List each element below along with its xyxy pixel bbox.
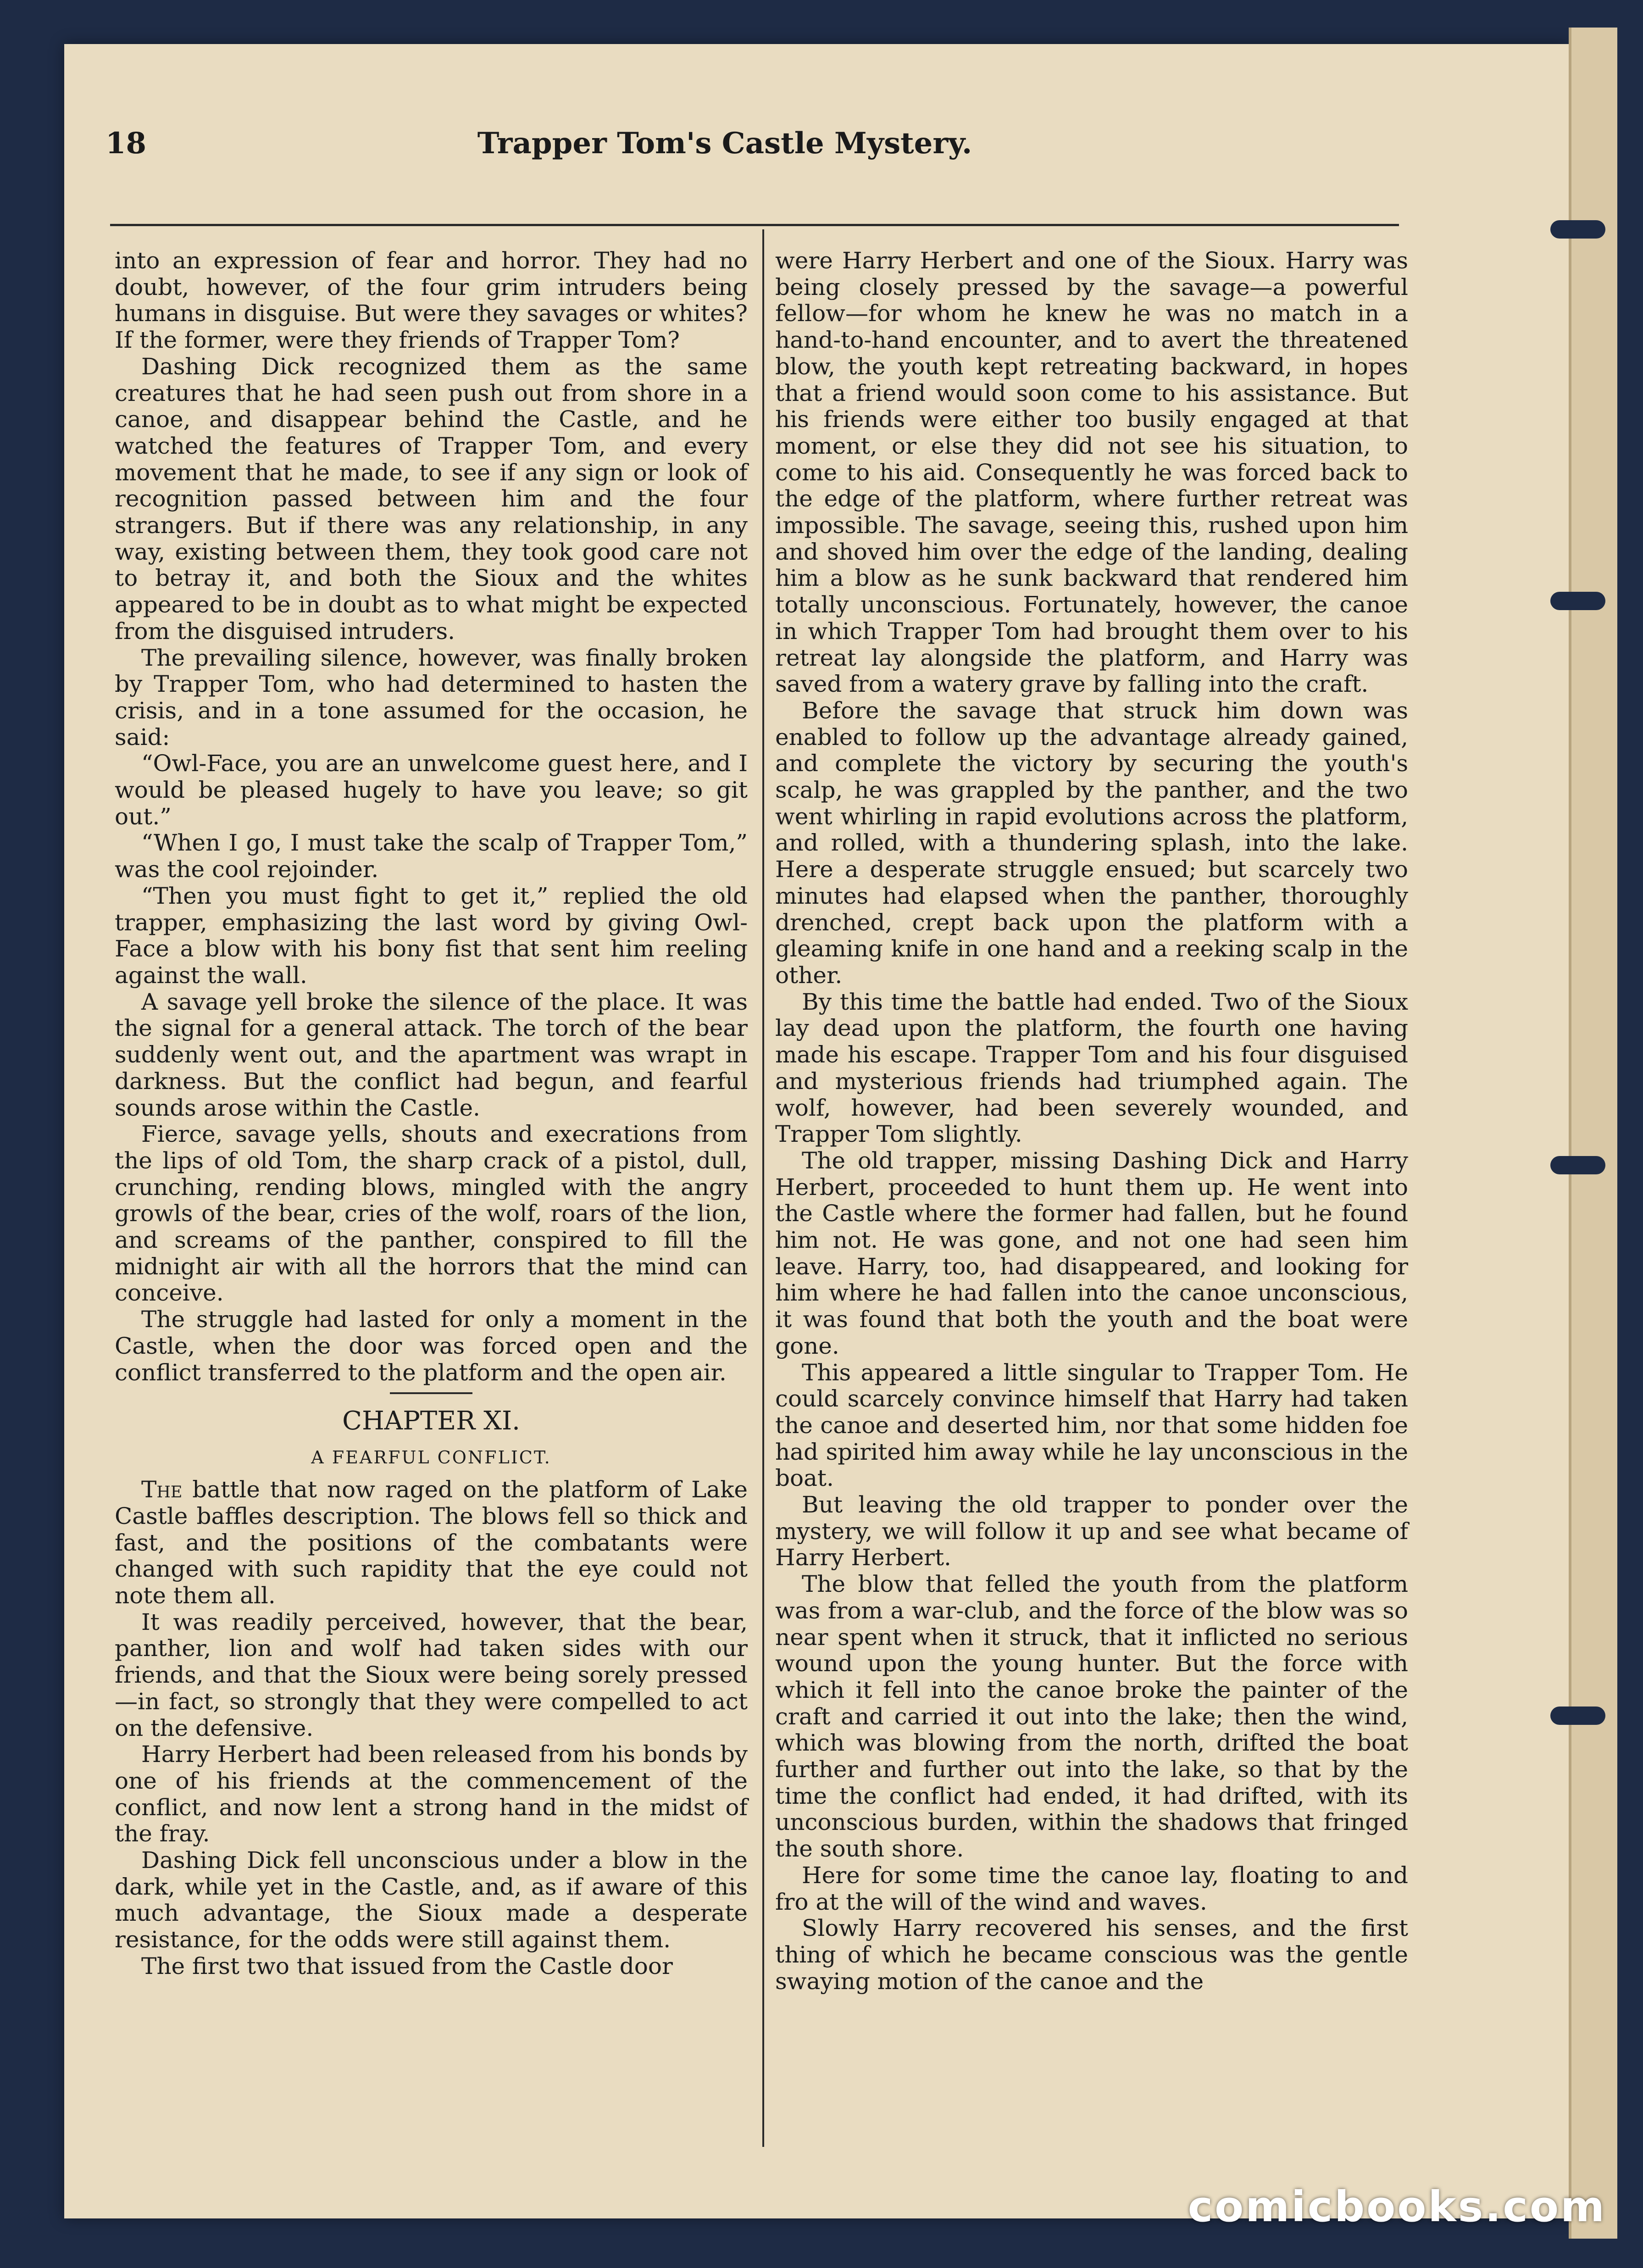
paragraph: The old trapper, missing Dashing Dick and Harry Herbert, proceeded to hunt them up. He went into the Castle where the former had fallen, but he found him not. He was gone, and not one had seen him leave. Harry, too, had disappeared, and looking for him where he had fallen into the canoe unconscious, it was found that both the youth and the boat were gone. [775,1147,1408,1359]
paragraph: A savage yell broke the silence of the place. It was the signal for a general attack. The torch of the bear suddenly went out, and the apartment was wrapt in darkness. But the conflict had begun, and fearful sounds arose within the Castle. [115,988,748,1121]
paragraph: “When I go, I must take the scalp of Trapper Tom,” was the cool rejoinder. [115,829,748,883]
binding-stitch [1550,1707,1605,1725]
paragraph: The first two that issued from the Castle door [141,1952,673,1979]
running-title: Trapper Tom's Castle Mystery. [477,126,972,161]
paragraph-text: battle that now raged on the platform of Lake Castle baffles description. The blows fell so thick and fast, and the positions of the combatants were changed with such rapidity that the eye could not note them all. [115,1476,748,1609]
column-divider [762,229,764,2147]
paragraph: into an expression of fear and horror. They had no doubt, however, of the four grim intruders being humans in disguise. But were they savages or whites? If the former, were they friends of Trapper Tom? [115,247,748,354]
chapter-lead-word: The [141,1476,183,1503]
paragraph: “Owl-Face, you are an unwelcome guest here, and I would be pleased hugely to have you leave; so git out.” [115,750,748,830]
binding-stitch [1550,1156,1605,1174]
paragraph: The blow that felled the youth from the platform was from a war-club, and the force of the blow was so near spent when it struck, that it inflicted no serious wound upon the young hunter. But the force with which it fell into the canoe broke the painter of the craft and carried it out into the lake; then the wind, which was blowing from the north, drifted the boat further and further out into the lake, so that by the time the conflict had ended, it had drifted, with its unconscious burden, within the shadows that fringed the south shore. [775,1571,1408,1862]
paragraph: The prevailing silence, however, was finally broken by Trapper Tom, who had determined to hasten the crisis, and in a tone assumed for the occasion, he said: [115,644,748,750]
watermark: comicbooks.com [1188,2182,1606,2231]
chapter-subtitle: A FEARFUL CONFLICT. [311,1447,551,1468]
paragraph: Before the savage that struck him down was enabled to follow up the advantage already gained, and complete the victory by securing the youth's scalp, he was grappled by the panther, and the two went whirling in rapid evolutions across the platform, and rolled, with a thundering splash, into the lake. Here a desperate struggle ensued; but scarcely two minutes had elapsed when the panther, thoroughly drenched, crept back upon the platform with a gleaming knife in one hand and a reeking scalp in the other. [775,697,1408,989]
paragraph: “Then you must fight to get it,” replied the old trapper, emphasizing the last word by giving Owl-Face a blow with his bony fist that sent him reeling against the wall. [115,882,748,989]
page-number: 18 [105,126,147,161]
paragraph: Dashing Dick fell unconscious under a blow in the dark, while yet in the Castle, and, as if aware of this much advantage, the Sioux made a desperate resistance, for the odds were still against them. [115,1847,748,1953]
binding-stitch [1550,592,1605,610]
page-edge [1569,28,1617,2239]
paragraph: The struggle had lasted for only a moment in the Castle, when the door was forced open and the conflict transferred to the platform and the open air. [115,1306,748,1386]
paragraph: Fierce, savage yells, shouts and execrations from the lips of old Tom, the sharp crack of a pistol, dull, crunching, rending blows, mingled with the angry growls of the bear, cries of the wolf, roars of the lion, and screams of the panther, conspired to fill the midnight air with all the horrors that the mind can conceive. [115,1121,748,1306]
right-column [775,248,1408,1995]
header-rule [110,224,1399,226]
paragraph: Dashing Dick recognized them as the same creatures that he had seen push out from shore in a canoe, and disappear behind the Castle, and he watched the features of Trapper Tom, and every movement that he made, to see if any sign or look of recognition passed between him and the four strangers. But if there was any relationship, in any way, existing between them, they took good care not to betray it, and both the Sioux and the whites appeared to be in doubt as to what might be expected from the disguised intruders. [115,353,748,645]
paragraph: This appeared a little singular to Trapper Tom. He could scarcely convince himself that Harry had taken the canoe and deserted him, nor that some hidden foe had spirited him away while he lay unconscious in the boat. [775,1359,1408,1492]
paragraph [115,1477,748,1609]
paragraph: By this time the battle had ended. Two of the Sioux lay dead upon the platform, the fourth one having made his escape. Trapper Tom and his four disguised and mysterious friends had triumphed again. The wolf, however, had been severely wounded, and Trapper Tom slightly. [775,988,1408,1148]
binding-stitch [1550,220,1605,239]
paragraph: It was readily perceived, however, that the bear, panther, lion and wolf had taken sides with our friends, and that the Sioux were being sorely pressed—in fact, so strongly that they were compelled to act on the defensive. [115,1608,748,1741]
page-header [46,126,1404,186]
paragraph: Slowly Harry recovered his senses, and the first thing of which he became conscious was the gentle swaying motion of the canoe and the [775,1915,1408,1995]
paragraph: Here for some time the canoe lay, floating to and fro at the will of the wind and waves. [775,1862,1408,1915]
chapter-rule [390,1392,472,1394]
paragraph: were Harry Herbert and one of the Sioux. Harry was being closely pressed by the savage—a powerful fellow—for whom he knew he was no match in a hand-to-hand encounter, and to avert the threatened blow, the youth kept retreating backward, in hopes that a friend would soon come to his assistance. But his friends were either too busily engaged at that moment, or else they did not see his situation, to come to his aid. Consequently he was forced back to the edge of the platform, where further retreat was impossible. The savage, seeing this, rushed upon him and shoved him over the edge of the landing, dealing him a blow as he sunk backward that rendered him totally unconscious. Fortunately, however, the canoe in which Trapper Tom had brought them over to his retreat lay alongside the platform, and Harry was saved from a watery grave by falling into the craft. [775,247,1408,698]
paragraph: But leaving the old trapper to ponder over the mystery, we will follow it up and see what became of Harry Herbert. [775,1491,1408,1571]
paragraph: Harry Herbert had been released from his bonds by one of his friends at the commencement of the conflict, and now lent a strong hand in the midst of the fray. [115,1741,748,1847]
left-column [115,248,748,1980]
chapter-title: CHAPTER XI. [342,1406,520,1436]
